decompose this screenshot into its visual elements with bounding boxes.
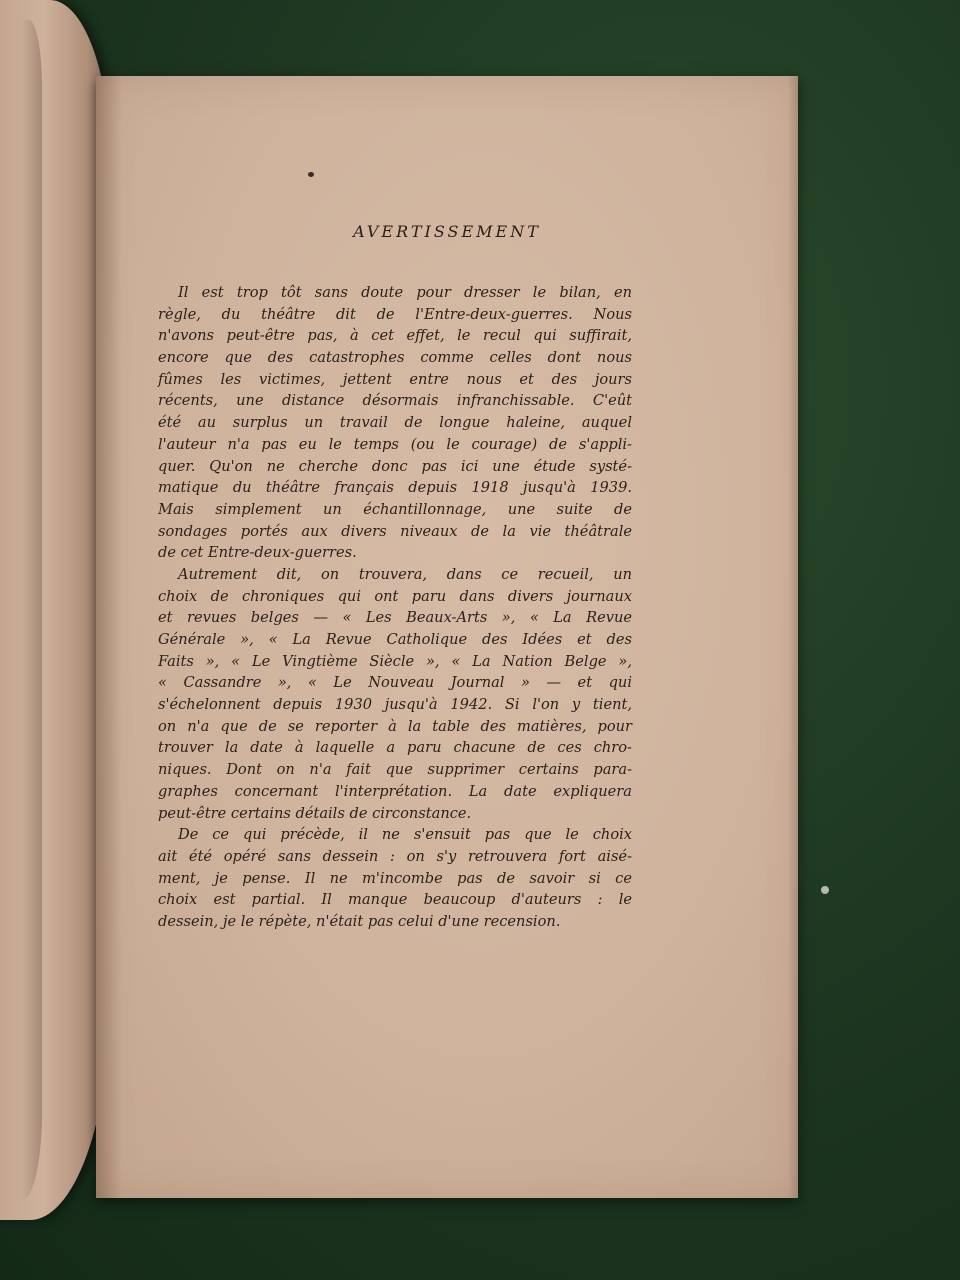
- facing-page-edge: [0, 0, 110, 1220]
- text-line: trouver la date à laquelle a paru chacune de ces chro-: [158, 739, 632, 757]
- text-line: Faits », « Le Vingtième Siècle », « La Nation Belge »,: [158, 652, 632, 670]
- background-speck: [821, 886, 829, 894]
- text-line: et revues belges — « Les Beaux-Arts », « La Revue: [158, 609, 632, 627]
- text-line: s'échelonnent depuis 1930 jusqu'à 1942. Si l'on y tient,: [158, 696, 632, 714]
- body-text: [158, 282, 632, 933]
- text-line: quer. Qu'on ne cherche donc pas ici une étude systé-: [158, 457, 632, 475]
- text-line: « Cassandre », « Le Nouveau Journal » — et qui: [158, 674, 632, 692]
- text-line: fûmes les victimes, jettent entre nous et des jours: [158, 370, 632, 388]
- text-line: niques. Dont on n'a fait que supprimer certains para-: [158, 761, 632, 779]
- text-line: n'avons peut-être pas, à cet effet, le recul qui suffirait,: [158, 327, 632, 345]
- text-line: Générale », « La Revue Catholique des Idées et des: [158, 631, 632, 648]
- page-heading: AVERTISSEMENT: [353, 222, 541, 241]
- book-page: [96, 76, 798, 1198]
- text-line: peut-être certains détails de circonstance.: [158, 804, 472, 822]
- text-line: Autrement dit, on trouvera, dans ce recueil, un: [178, 565, 632, 583]
- text-line: sondages portés aux divers niveaux de la vie théâtrale: [158, 522, 632, 540]
- facing-page-shadow: [22, 20, 42, 1200]
- text-line: encore que des catastrophes comme celles dont nous: [158, 349, 632, 367]
- text-line: De ce qui précède, il ne s'ensuit pas que le choix: [178, 826, 632, 844]
- text-line: dessein, je le répète, n'était pas celui d'une recension.: [158, 912, 561, 930]
- text-line: graphes concernant l'interprétation. La date expliquera: [158, 782, 632, 800]
- text-line: on n'a que de se reporter à la table des matières, pour: [158, 717, 632, 735]
- text-line: ment, je pense. Il ne m'incombe pas de savoir si ce: [158, 869, 632, 887]
- text-line: matique du théâtre français depuis 1918 jusqu'à 1939.: [158, 479, 632, 497]
- text-line: choix est partial. Il manque beaucoup d'auteurs : le: [158, 891, 632, 909]
- page-gutter-shadow: [96, 76, 122, 1198]
- text-line: été au surplus un travail de longue haleine, auquel: [158, 414, 632, 432]
- text-line: ait été opéré sans dessein : on s'y retrouvera fort aisé-: [158, 847, 632, 865]
- text-line: choix de chroniques qui ont paru dans divers journaux: [158, 587, 632, 605]
- text-line: Mais simplement un échantillonnage, une suite de: [158, 500, 632, 518]
- ink-speck: [308, 172, 314, 177]
- text-line: récents, une distance désormais infranchissable. C'eût: [158, 392, 632, 410]
- text-line: de cet Entre-deux-guerres.: [158, 544, 357, 562]
- text-line: Il est trop tôt sans doute pour dresser le bilan, en: [178, 284, 632, 301]
- page-edge: [788, 76, 798, 1198]
- text-line: l'auteur n'a pas eu le temps (ou le courage) de s'appli-: [158, 435, 632, 453]
- text-line: règle, du théâtre dit de l'Entre-deux-guerres. Nous: [158, 305, 632, 323]
